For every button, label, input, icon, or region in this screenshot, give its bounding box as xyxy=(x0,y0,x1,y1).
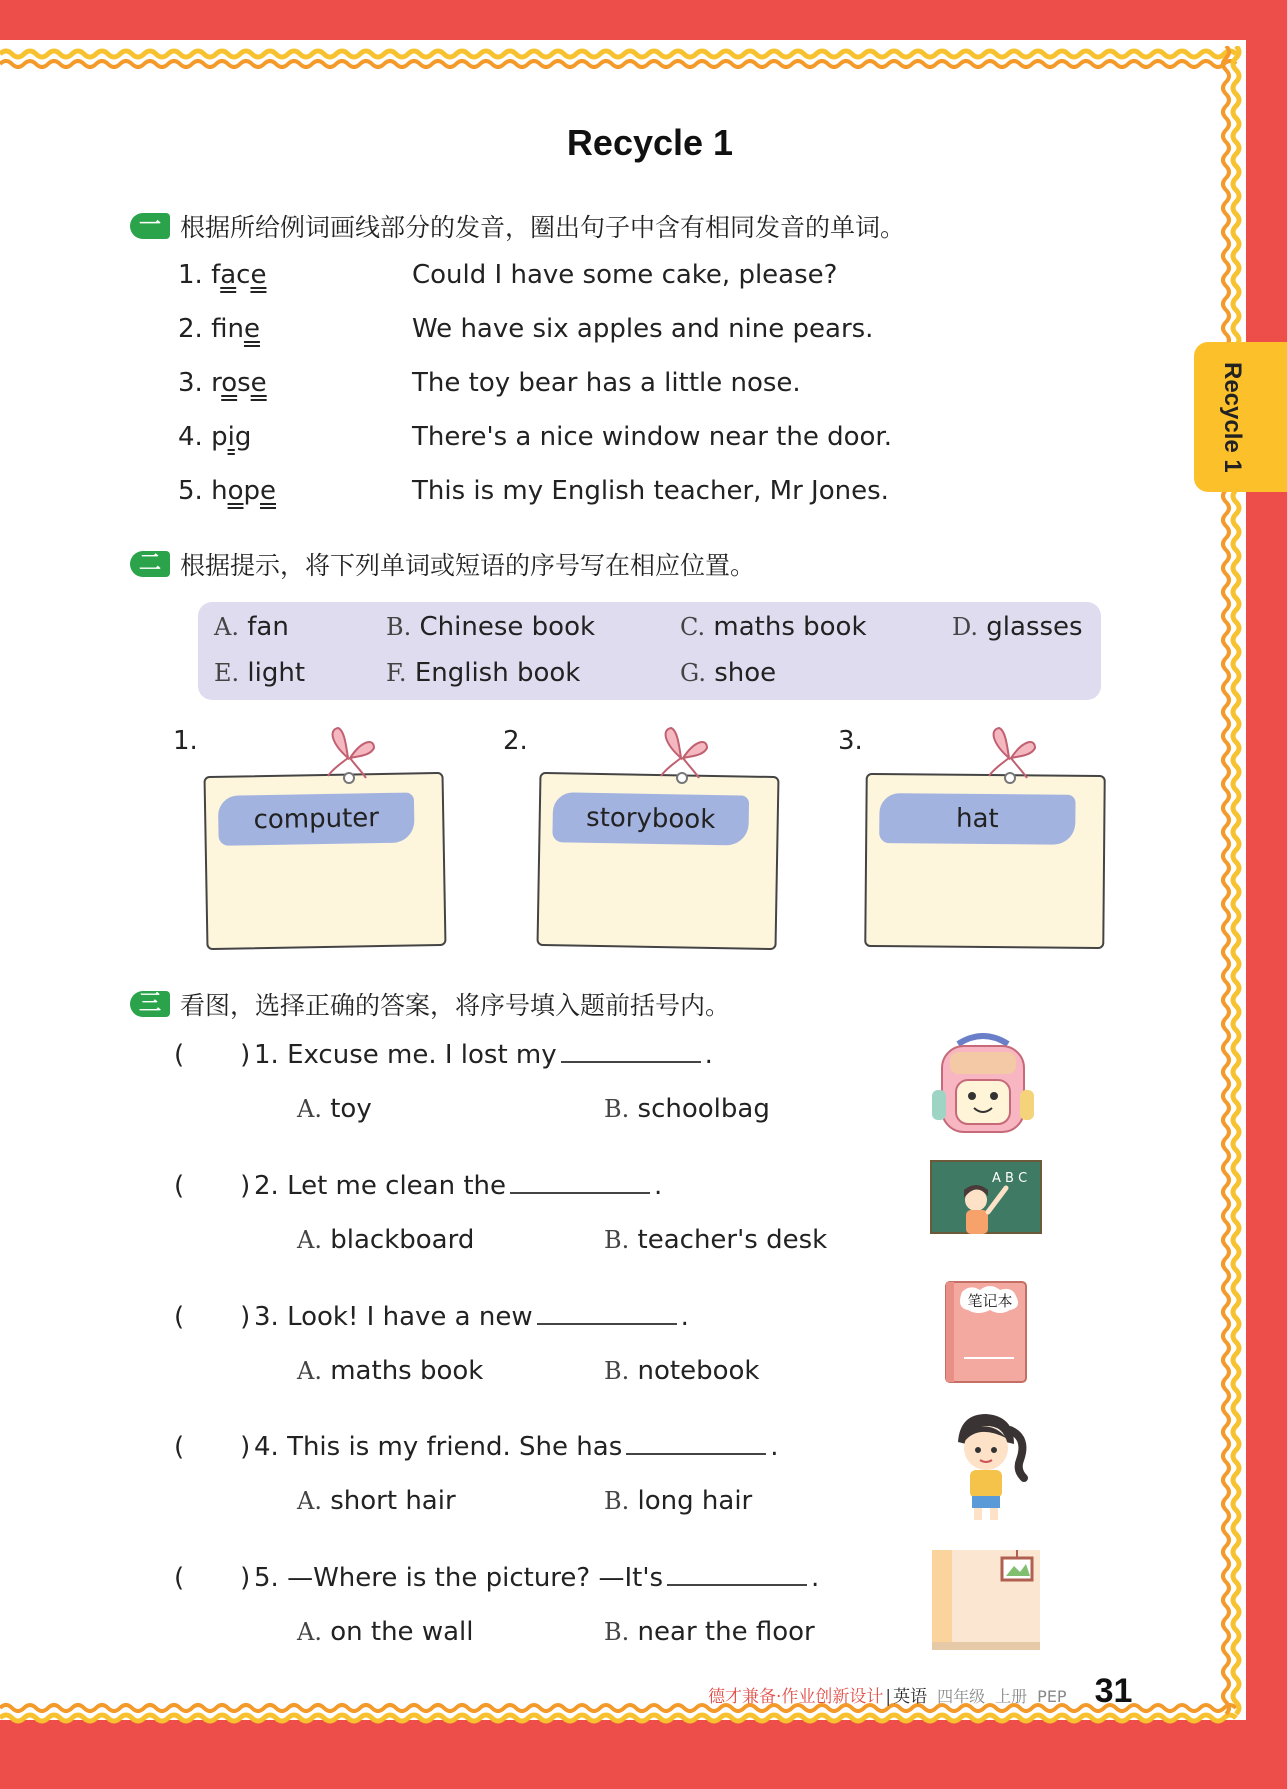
question-stem: 4. This is my friend. She has xyxy=(254,1432,623,1462)
section-2-instruction: 根据提示，将下列单词或短语的序号写在相应位置。 xyxy=(180,551,756,580)
word-letter: p xyxy=(211,422,228,452)
blackboard-picture xyxy=(930,1160,1042,1238)
section-2-header xyxy=(130,546,755,582)
section-1-item xyxy=(178,314,873,350)
section-1-item xyxy=(178,476,889,512)
answer-bracket[interactable]: ( ) xyxy=(174,1040,251,1070)
option-a[interactable]: A. maths book xyxy=(297,1356,484,1386)
answer-blank[interactable] xyxy=(561,1041,701,1063)
question-row xyxy=(174,1432,779,1468)
card-label: storybook xyxy=(552,792,749,845)
notebook-picture xyxy=(940,1278,1032,1386)
answer-bracket[interactable]: ( ) xyxy=(174,1171,251,1201)
word-option: B. Chinese book xyxy=(386,612,596,642)
word-letter: p xyxy=(243,476,260,506)
footer-edition: PEP xyxy=(1037,1687,1067,1706)
word-letter: s xyxy=(237,368,251,398)
question-end: . xyxy=(811,1563,820,1593)
word-letter: f xyxy=(211,260,221,290)
footer-grade: 四年级 xyxy=(937,1687,986,1706)
section-1-item xyxy=(178,260,837,296)
chapter-side-tab xyxy=(1194,342,1287,492)
question-row xyxy=(174,1563,819,1599)
girl-picture xyxy=(944,1408,1028,1522)
item-sentence[interactable]: The toy bear has a little nose. xyxy=(412,368,801,398)
word-letter: n xyxy=(227,314,244,344)
footer-brand: 德才兼备·作业创新设计 xyxy=(708,1687,884,1707)
question-stem: 1. Excuse me. I lost my xyxy=(254,1040,557,1070)
question-stem: 3. Look! I have a new xyxy=(254,1302,533,1332)
wall-picture xyxy=(932,1548,1040,1652)
ribbon-bow-icon xyxy=(655,724,711,786)
item-sentence[interactable]: This is my English teacher, Mr Jones. xyxy=(412,476,889,506)
option-b[interactable]: B. schoolbag xyxy=(604,1094,770,1124)
option-b[interactable]: B. teacher's desk xyxy=(604,1225,828,1255)
underlined-letter: a xyxy=(220,260,237,290)
notebook-cover-text: 笔记本 xyxy=(967,1292,1013,1310)
word-option: A. fan xyxy=(214,612,289,642)
card-label: computer xyxy=(218,792,415,845)
question-row xyxy=(174,1171,662,1207)
page-footer xyxy=(708,1672,1132,1711)
word-option: C. maths book xyxy=(680,612,867,642)
section-3-header xyxy=(130,986,730,1022)
section-1-header xyxy=(130,208,905,244)
word-option: G. shoe xyxy=(680,658,777,688)
answer-blank[interactable] xyxy=(626,1433,766,1455)
option-b[interactable]: B. notebook xyxy=(604,1356,760,1386)
card-label: hat xyxy=(879,793,1075,845)
section-3-badge: 三 xyxy=(130,991,170,1017)
section-1-item xyxy=(178,368,801,404)
ribbon-bow-icon xyxy=(322,724,378,786)
word-letter: c xyxy=(236,260,251,290)
category-card[interactable] xyxy=(203,772,446,950)
schoolbag-picture xyxy=(928,1030,1038,1136)
section-1-item xyxy=(178,422,892,458)
section-3-instruction: 看图，选择正确的答案，将序号填入题前括号内。 xyxy=(180,991,731,1020)
question-end: . xyxy=(680,1302,689,1332)
card-number: 2. xyxy=(503,726,528,756)
answer-blank[interactable] xyxy=(667,1564,807,1586)
word-letter: h xyxy=(211,476,228,506)
underlined-letter: e xyxy=(243,314,260,344)
footer-subject: 英语 xyxy=(893,1687,928,1707)
word-option: F. English book xyxy=(386,658,581,688)
chapter-side-tab-label: Recycle 1 xyxy=(1219,361,1246,473)
question-stem: 5. —Where is the picture? —It's xyxy=(254,1563,664,1593)
option-b[interactable]: B. long hair xyxy=(604,1486,753,1516)
page-number: 31 xyxy=(1094,1672,1133,1710)
item-sentence[interactable]: There's a nice window near the door. xyxy=(412,422,892,452)
option-b[interactable]: B. near the floor xyxy=(604,1617,815,1647)
option-a[interactable]: A. toy xyxy=(297,1094,372,1124)
answer-blank[interactable] xyxy=(510,1172,650,1194)
answer-bracket[interactable]: ( ) xyxy=(174,1563,251,1593)
item-number: 2. xyxy=(178,314,203,344)
question-stem: 2. Let me clean the xyxy=(254,1171,507,1201)
card-number: 1. xyxy=(173,726,198,756)
word-letter: f xyxy=(211,314,228,344)
option-a[interactable]: A. short hair xyxy=(297,1486,456,1516)
underlined-letter: e xyxy=(250,260,267,290)
section-2-badge: 二 xyxy=(130,551,170,577)
word-option: E. light xyxy=(214,658,306,688)
footer-term: 上册 xyxy=(995,1687,1028,1706)
item-number: 3. xyxy=(178,368,203,398)
item-number: 1. xyxy=(178,260,203,290)
footer-separator: | xyxy=(885,1687,892,1707)
answer-bracket[interactable]: ( ) xyxy=(174,1432,251,1462)
category-card[interactable] xyxy=(864,773,1106,949)
question-row xyxy=(174,1302,689,1338)
underlined-letter: e xyxy=(260,476,276,506)
item-sentence[interactable]: We have six apples and nine pears. xyxy=(412,314,874,344)
underlined-letter: i xyxy=(227,422,235,452)
blackboard-text: A B C xyxy=(992,1171,1028,1186)
word-letter: r xyxy=(211,368,222,398)
question-end: . xyxy=(654,1171,663,1201)
item-sentence[interactable]: Could I have some cake, please? xyxy=(412,260,838,290)
ribbon-bow-icon xyxy=(983,724,1039,786)
question-end: . xyxy=(704,1040,713,1070)
underlined-letter: e xyxy=(250,368,267,398)
word-letter: g xyxy=(234,422,252,452)
option-a[interactable]: A. on the wall xyxy=(297,1617,474,1647)
item-number: 4. xyxy=(178,422,203,452)
word-bank xyxy=(198,602,1101,700)
item-number: 5. xyxy=(178,476,203,506)
card-number: 3. xyxy=(838,726,863,756)
underlined-letter: o xyxy=(227,476,244,506)
answer-bracket[interactable]: ( ) xyxy=(174,1302,251,1332)
question-end: . xyxy=(770,1432,779,1462)
section-1-badge: 一 xyxy=(130,213,170,239)
section-1-instruction: 根据所给例词画线部分的发音，圈出句子中含有相同发音的单词。 xyxy=(180,213,906,242)
option-a[interactable]: A. blackboard xyxy=(297,1225,475,1255)
word-option: D. glasses xyxy=(952,612,1083,642)
underlined-letter: o xyxy=(221,368,238,398)
answer-blank[interactable] xyxy=(537,1303,677,1325)
question-row xyxy=(174,1040,713,1076)
category-card[interactable] xyxy=(536,772,779,950)
page-title: Recycle 1 xyxy=(566,122,734,163)
